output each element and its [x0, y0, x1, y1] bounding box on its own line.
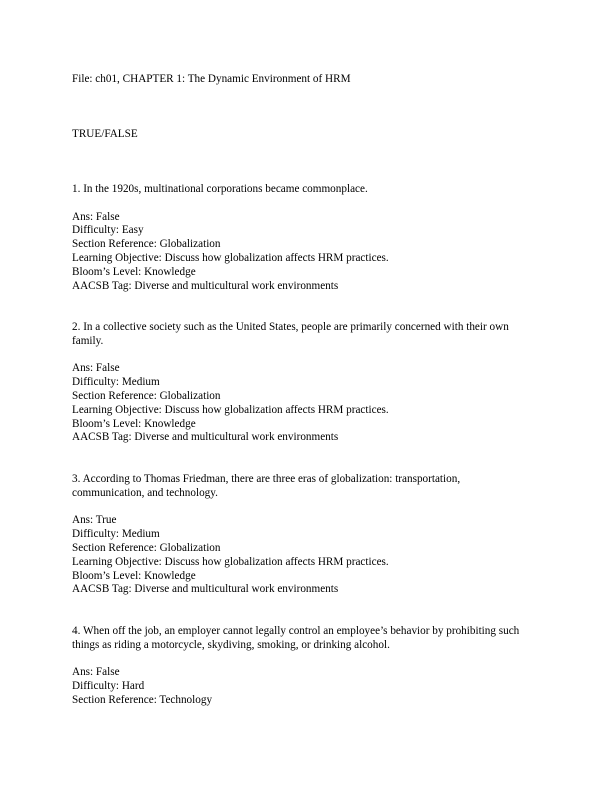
blooms-level-line: Bloom’s Level: Knowledge	[72, 569, 196, 582]
question-text: 4. When off the job, an employer cannot legally control an employee’s behavior by prohibiting such things as riding a motorcycle, skydiving, smoking, or drinking alcohol.	[72, 625, 520, 651]
question-2	[72, 321, 532, 445]
learning-objective-line: Learning Objective: Discuss how globalization affects HRM practices.	[72, 555, 389, 568]
answer-metadata	[72, 514, 532, 597]
difficulty-line: Difficulty: Medium	[72, 528, 160, 541]
answer-line: Ans: False	[72, 362, 120, 375]
section-reference-line: Section Reference: Globalization	[72, 238, 221, 251]
difficulty-line: Difficulty: Hard	[72, 680, 145, 693]
section-reference-line: Section Reference: Globalization	[72, 389, 221, 402]
blooms-level-line: Bloom’s Level: Knowledge	[72, 265, 196, 278]
answer-metadata	[72, 666, 532, 707]
aacsb-tag-line: AACSB Tag: Diverse and multicultural work environments	[72, 431, 339, 444]
question-text: 1. In the 1920s, multinational corporations became commonplace.	[72, 183, 368, 195]
file-header: File: ch01, CHAPTER 1: The Dynamic Environment of HRM	[72, 73, 351, 85]
answer-metadata	[72, 211, 532, 294]
aacsb-tag-line: AACSB Tag: Diverse and multicultural work environments	[72, 583, 339, 596]
learning-objective-line: Learning Objective: Discuss how globalization affects HRM practices.	[72, 403, 389, 416]
aacsb-tag-line: AACSB Tag: Diverse and multicultural work environments	[72, 279, 339, 292]
question-text: 2. In a collective society such as the United States, people are primarily concerned with their own family.	[72, 321, 509, 347]
question-text: 3. According to Thomas Friedman, there are three eras of globalization: transportation, communication, and technology.	[72, 473, 461, 499]
question-1	[72, 183, 532, 293]
answer-line: Ans: False	[72, 666, 120, 679]
difficulty-line: Difficulty: Medium	[72, 376, 160, 389]
blooms-level-line: Bloom’s Level: Knowledge	[72, 417, 196, 430]
section-reference-line: Section Reference: Technology	[72, 693, 213, 706]
question-3	[72, 473, 532, 597]
answer-metadata	[72, 362, 532, 445]
section-reference-line: Section Reference: Globalization	[72, 541, 221, 554]
question-4	[72, 625, 532, 708]
answer-line: Ans: True	[72, 514, 117, 527]
section-heading: TRUE/FALSE	[72, 128, 138, 140]
answer-line: Ans: False	[72, 210, 120, 223]
learning-objective-line: Learning Objective: Discuss how globalization affects HRM practices.	[72, 251, 389, 264]
difficulty-line: Difficulty: Easy	[72, 224, 144, 237]
